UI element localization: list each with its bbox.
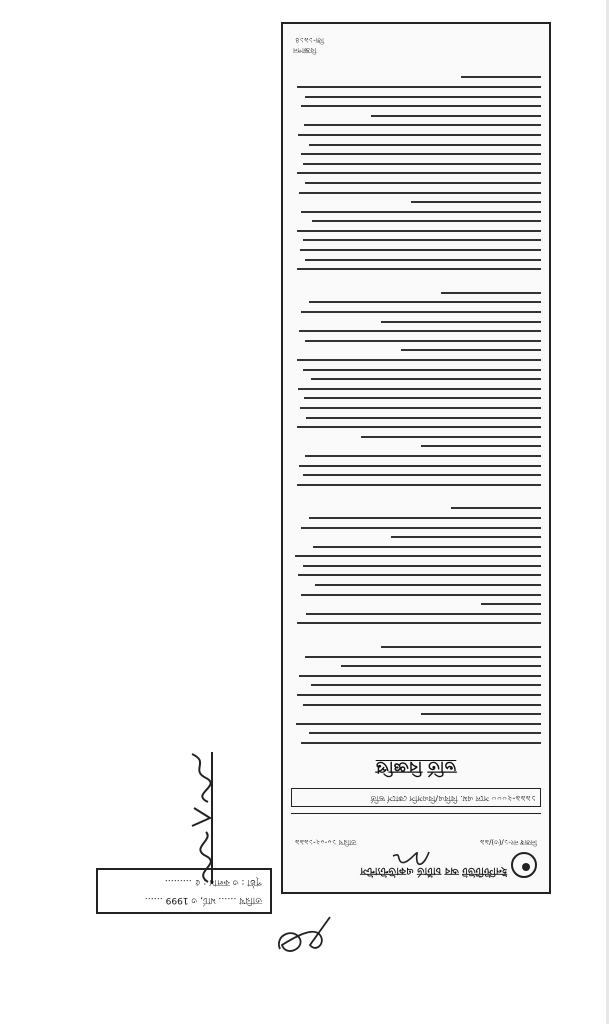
admission-subheading: ১৯৯৯-২০০০ সনে এম. বিবিএ/বিএসসি কোর্সে ভর্তি bbox=[291, 788, 541, 807]
notice-title: ভর্তি বিজ্ঞপ্তি bbox=[375, 758, 457, 777]
stamp-date-row: তারিখ …… মার্চ, ৩ 1999 …… bbox=[144, 895, 262, 905]
institute-logo-icon bbox=[511, 852, 537, 878]
clipping-date: তারিখ ১০-০২-১৯৯৯ bbox=[295, 838, 357, 846]
handwritten-initials bbox=[270, 905, 350, 965]
received-stamp bbox=[96, 868, 272, 914]
newspaper-clipping bbox=[281, 22, 551, 894]
stamp-month-year: মার্চ, ৩ 1999 bbox=[165, 895, 216, 905]
clipping-content bbox=[291, 32, 541, 884]
handwriting-icon bbox=[180, 748, 220, 888]
reference-number: নিজস্ব নং-১/(৩)/৯৯ bbox=[479, 838, 537, 846]
stamp-page-row: পৃষ্ঠা : ৩ কলাম : ৫ ……… bbox=[164, 877, 262, 887]
handwritten-note-text bbox=[219, 748, 220, 753]
footer-label: বিজ্ঞাপন bbox=[293, 46, 317, 54]
initials-scribble-icon bbox=[270, 905, 350, 965]
stamp-column-label: কলাম bbox=[209, 877, 230, 887]
initials-text bbox=[270, 905, 271, 906]
notice-body bbox=[291, 72, 541, 747]
stamp-page-label: পৃষ্ঠা bbox=[247, 877, 262, 887]
handwritten-newspaper-name bbox=[180, 748, 220, 888]
stamp-page-value: ৩ bbox=[232, 877, 239, 887]
stamp-column-value: ৫ bbox=[194, 877, 201, 887]
clipping-header bbox=[291, 813, 541, 884]
organization-name: ইনস্টিটিউট অব চার্টার্ড একাউন্ট্যান্টস bbox=[360, 865, 507, 876]
stamp-date-label: তারিখ bbox=[239, 895, 262, 905]
signature-icon bbox=[391, 846, 431, 872]
page-reference: জি-১৯১৪ bbox=[295, 36, 324, 44]
